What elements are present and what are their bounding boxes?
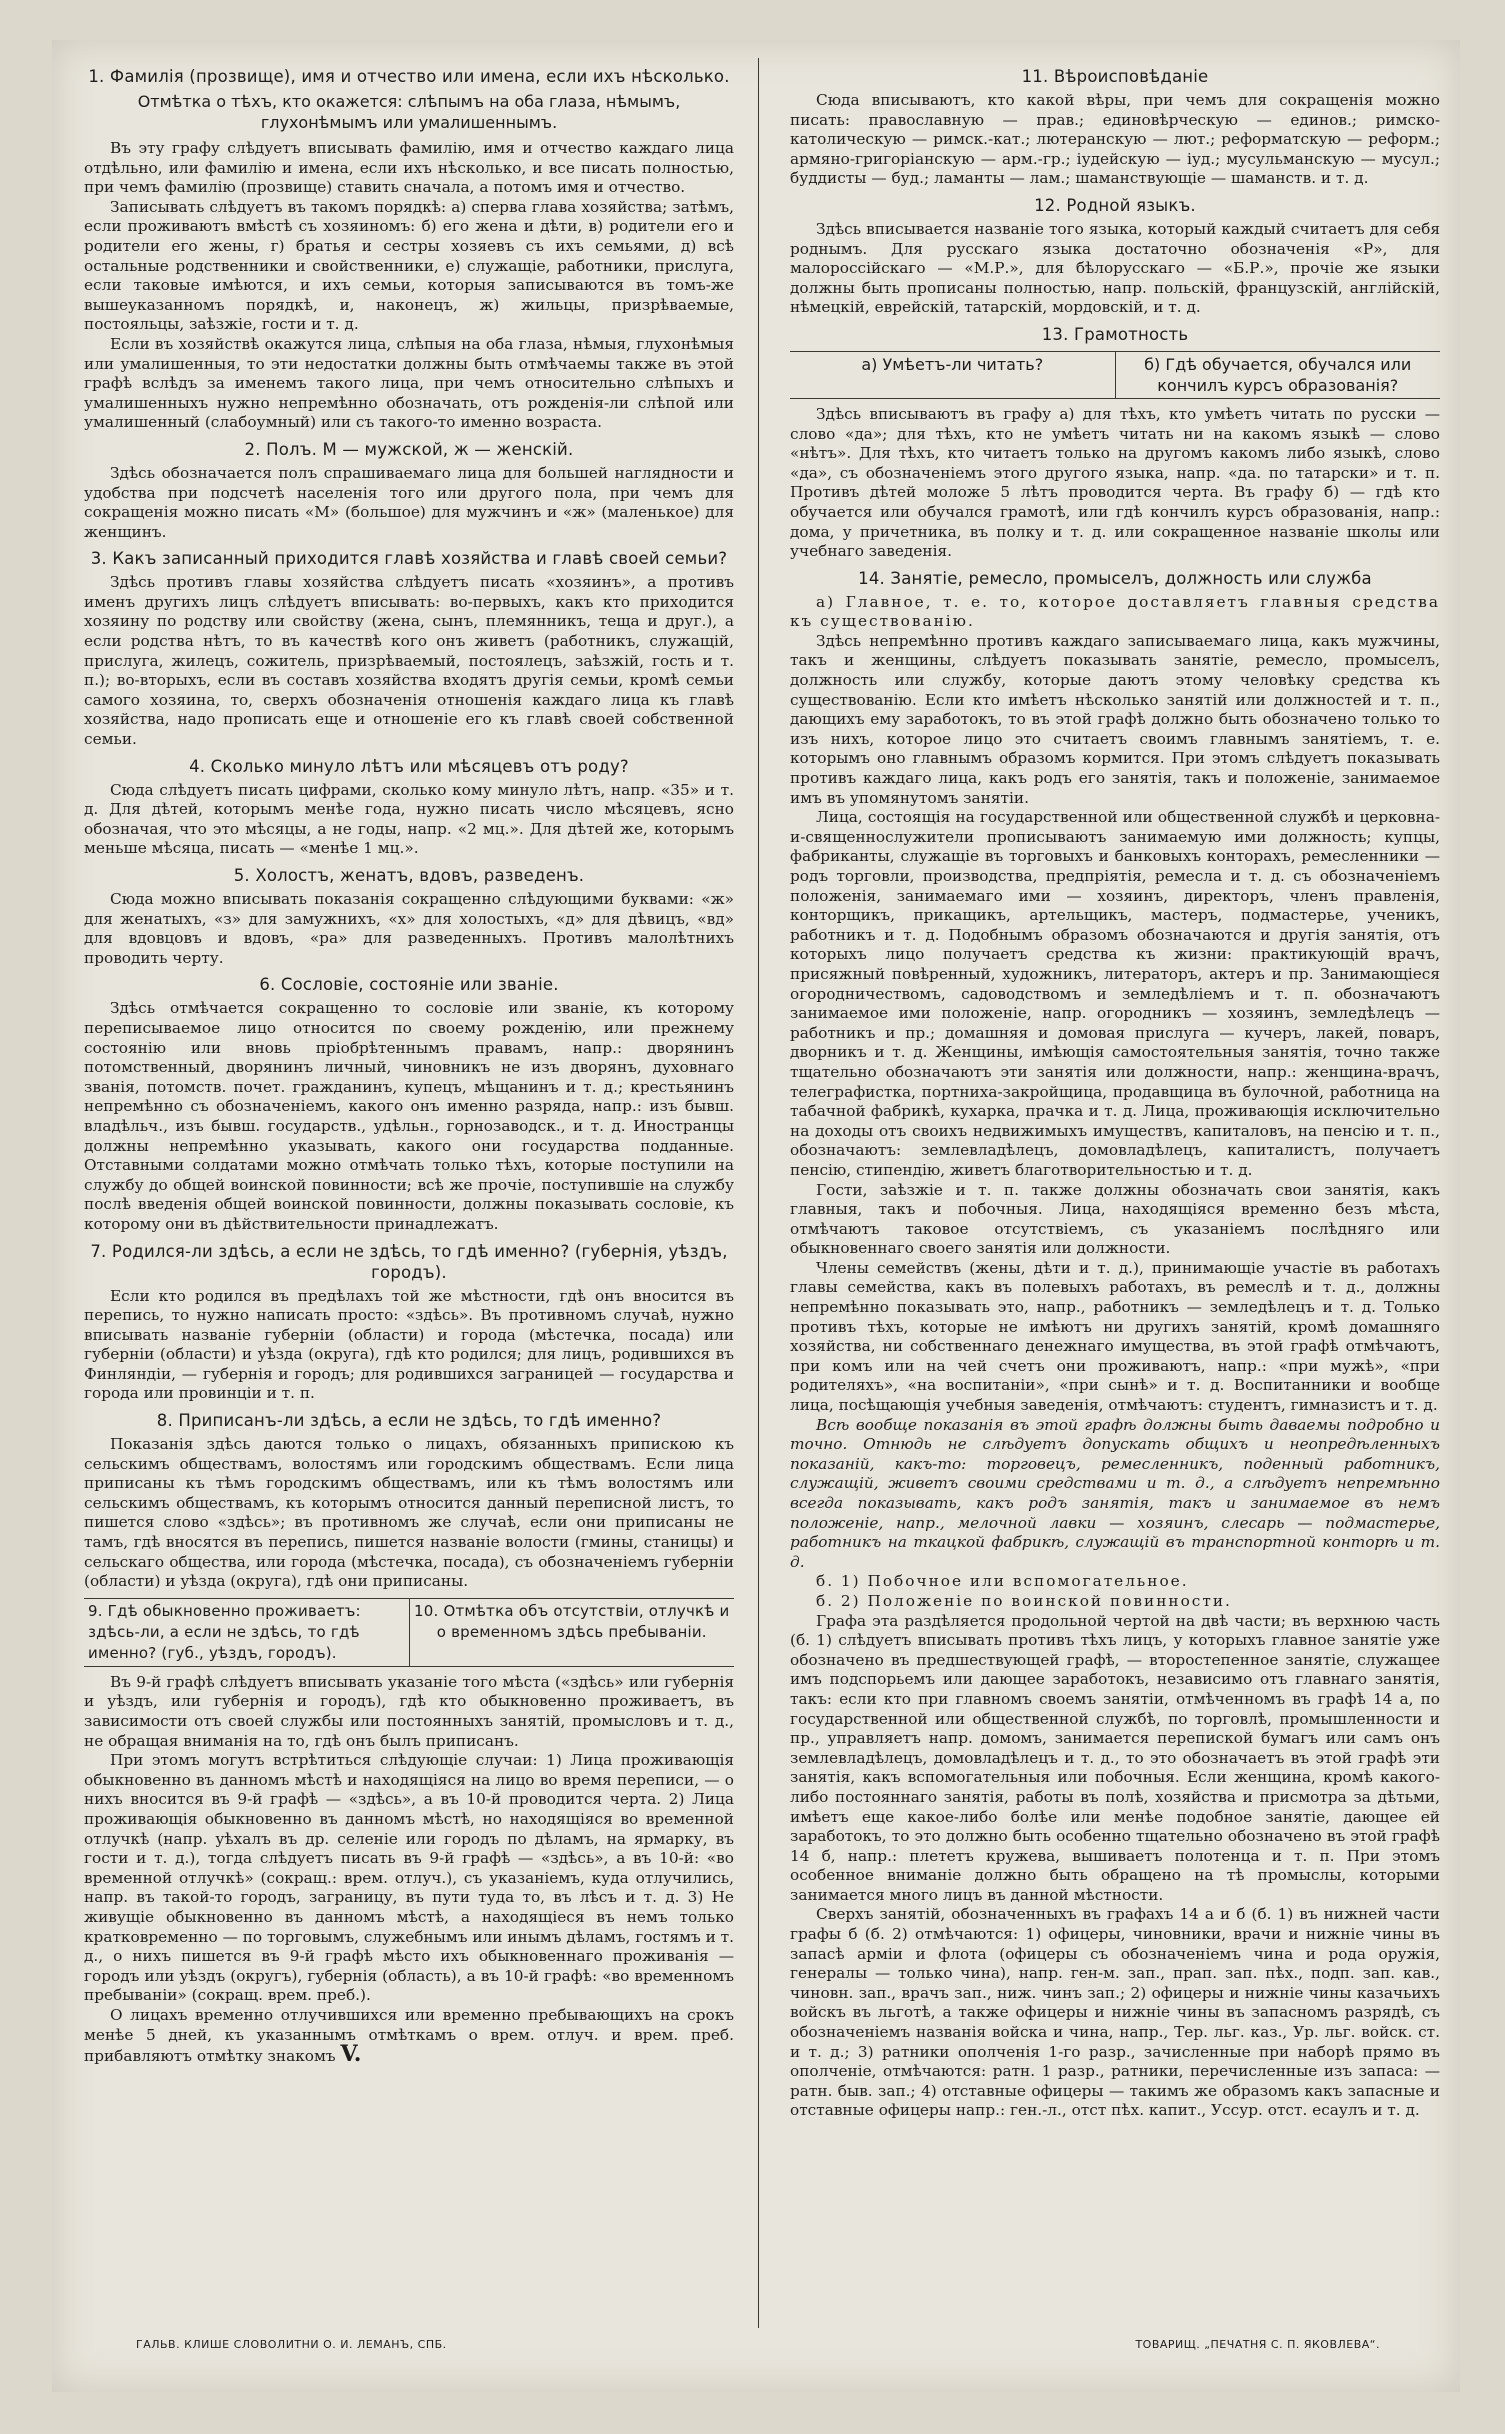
section-14-paragraph: Гости, заѣзжіе и т. п. также должны обозначать свои занятія, какъ главныя, такъ и побочныя. Лица, находящіяся временно безъ мѣста, отмѣчаютъ таковое отсутствіемъ, съ указаніемъ послѣдняго или обыкновеннаго своего занятія или должности. — [790, 1180, 1440, 1258]
v-mark: V. — [340, 2041, 362, 2068]
column-divider — [758, 58, 759, 2328]
section-9-paragraph: Въ 9-й графѣ слѣдуетъ вписывать указаніе того мѣста («здѣсь» или губернія и уѣздъ, или губернія и городъ), гдѣ кто обыкновенно проживаетъ, въ зависимости отъ своей службы или постоянныхъ занятій, промысловъ и т. д., не обращая вниманія на то, гдѣ онъ былъ приписанъ. — [84, 1672, 734, 1750]
section-3-title: 3. Какъ записанный приходится главѣ хозяйства и главѣ своей семьи? — [90, 549, 728, 569]
section-8-paragraph: Показанія здѣсь даются только о лицахъ, обязанныхъ припискою къ сельскимъ обществамъ, волостямъ или городскимъ обществамъ. Если лица приписаны къ тѣмъ городскимъ обществамъ, или къ тѣмъ волостямъ или сельскимъ обществамъ, къ которымъ относится данный переписной листъ, то пишется слово «здѣсь»; въ противномъ же случаѣ, если они приписаны не тамъ, гдѣ вносятся въ перепись, пишется названіе волости (гмины, станицы) и сельскаго общества, или города (мѣстечка, посада), съ обозначеніемъ губерніи (области) и уѣзда (округа), гдѣ они приписаны. — [84, 1435, 734, 1591]
section-9-paragraph: При этомъ могутъ встрѣтиться слѣдующіе случаи: 1) Лица проживающія обыкновенно въ данномъ мѣстѣ и находящіяся на лицо во время переписи, — о нихъ вносится въ 9-й графѣ — «здѣсь», а въ 10-й проводится черта. 2) Лица проживающія обыкновенно въ данномъ мѣстѣ, но находящіяся во временной отлучкѣ (напр. уѣхалъ въ др. селеніе или городъ по дѣламъ, на ярмарку, въ гости и т. д.), тогда слѣдуетъ писать въ 9-й графѣ — «здѣсь», а въ 10-й: «во временной отлучкѣ» (сокращ.: врем. отлуч.), съ указаніемъ, куда отлучились, напр. въ такой-то городъ, заграницу, въ пути туда то, въ лѣсъ и т. д. 3) Не живущіе обыкновенно въ данномъ мѣстѣ, а находящіеся въ немъ только кратковременно — по торговымъ, служебнымъ или инымъ дѣламъ, гостямъ и т. д., о нихъ пишется въ 9-й графѣ мѣсто ихъ обыкновеннаго проживанія — городъ или уѣздъ (округъ), губернія (область), а въ 10-й графѣ: «во временномъ пребываніи» (сокращ. врем. преб.). — [84, 1751, 734, 2005]
left-column — [84, 60, 734, 2067]
section-1-paragraph: Записывать слѣдуетъ въ такомъ порядкѣ: а) сперва глава хозяйства; затѣмъ, если проживаютъ вмѣстѣ съ хозяиномъ: б) его жена и дѣти, в) родители его и родители его жены, г) братья и сестры хозяевъ съ ихъ семьями, д) всѣ остальные родственники и свойственники, е) служащіе, работники, прислуга, если таковые имѣются, и ихъ семьи, которыя записываются въ томъ-же вышеуказанномъ порядкѣ, и, наконецъ, ж) жильцы, призрѣваемые, постояльцы, заѣзжіе, гости и т. д. — [84, 197, 734, 334]
section-13-header — [790, 351, 1440, 399]
section-14-paragraph: Графа эта раздѣляется продольной чертой на двѣ части; въ верхнюю часть (б. 1) слѣдуетъ вписывать противъ тѣхъ лицъ, у которыхъ главное занятіе уже обозначено въ предшествующей графѣ, — второстепенное занятіе, служащее имъ подспорьемъ или дающее заработокъ, независимо отъ главнаго занятія, такъ: если кто при главномъ своемъ занятіи, отмѣченномъ въ графѣ 14 а, по государственной или общественной службѣ, по торговлѣ, промышленности и пр., управляетъ напр. домомъ, занимается перепиской бумагъ или самъ онъ землевладѣлецъ, домовладѣлецъ и т. д., то это обозначаетъ въ этой графѣ эти занятія, какъ вспомогательныя или побочныя. Если женщина, кромѣ какого-либо постояннаго занятія, работы въ полѣ, хозяйства и присмотра за дѣтьми, имѣетъ еще какое-либо болѣе или менѣе подобное занятіе, дающее ей заработокъ, то это должно быть особенно тщательно обозначено въ этой графѣ 14 б, напр.: плететъ кружева, вышиваетъ полотенца и т. п. При этомъ особенное вниманіе должно быть обращено на тѣ промыслы, которыми занимается много лицъ въ данной мѣстности. — [790, 1611, 1440, 1904]
section-9-paragraph — [84, 2006, 734, 2067]
section-13-left-heading: а) Умѣетъ-ли читать? — [790, 352, 1116, 398]
section-5-title: 5. Холостъ, женатъ, вдовъ, разведенъ. — [233, 866, 585, 885]
section-1-paragraph: Въ эту графу слѣдуетъ вписывать фамилію, имя и отчество каждаго лица отдѣльно, или фамилію и имена, если ихъ нѣсколько, и все писать полностью, при чемъ фамилію (прозвище) ставить сначала, а потомъ имя и отчество. — [84, 139, 734, 197]
section-4-title: 4. Сколько минуло лѣтъ или мѣсяцевъ отъ роду? — [189, 756, 629, 776]
section-6-title: 6. Сословіе, состояніе или званіе. — [259, 975, 559, 995]
section-9-title: 9. Гдѣ обыкновенно проживаетъ: здѣсь-ли, а если не здѣсь, то гдѣ именно? (губ., уѣздъ, городъ). — [84, 1599, 410, 1666]
section-3-paragraph: Здѣсь противъ главы хозяйства слѣдуетъ писать «хозяинъ», а противъ именъ другихъ лицъ слѣдуетъ вписывать: во-первыхъ, какъ кто приходится хозяину по родству или свойству (жена, сынъ, племянникъ, теща и друг.), а если родства нѣтъ, то въ качествѣ кого онъ живетъ (работникъ, служащій, прислуга, жилецъ, сожитель, призрѣваемый, постоялецъ, заѣзжій, гость и т. п.); во-вторыхъ, если въ составъ хозяйства входятъ другія семьи, кромѣ семьи самого хозяина, то, сверхъ обозначенія отношенія каждаго лица къ главѣ хозяйства, надо прописать еще и отношеніе его къ главѣ своей собственной семьи. — [84, 573, 734, 749]
section-14-subheading: б. 1) Побочное или вспомогательное. — [816, 1572, 1189, 1591]
section-4-paragraph: Сюда слѣдуетъ писать цифрами, сколько кому минуло лѣтъ, напр. «35» и т. д. Для дѣтей, которымъ менѣе года, нужно писать число мѣсяцевъ, ясно обозначая, что это мѣсяцы, а не годы, напр. «2 мц.». Для дѣтей же, которымъ меньше мѣсяца, писать — «менѣе 1 мц.». — [84, 780, 734, 858]
section-12-paragraph: Здѣсь вписывается названіе того языка, который каждый считаетъ для себя роднымъ. Для русскаго языка достаточно обозначенія «Р», для малороссійскаго — «М.Р.», для бѣлорусскаго — «Б.Р.», прочіе же языки должны быть прописаны полностью, напр. польскій, французскій, англійскій, нѣмецкій, еврейскій, татарскій, мордовскій, и т. д. — [790, 219, 1440, 317]
section-14-paragraph: Всѣ вообще показанія въ этой графѣ должны быть даваемы подробно и точно. Отнюдь не слѣдуетъ допускать общихъ и неопредѣленныхъ показаній, какъ-то: торговецъ, ремесленникъ, поденный работникъ, служащій, живетъ своими средствами и т. д., а слѣдуетъ непремѣнно всегда показывать, какъ родъ занятія, такъ и занимаемое въ немъ положеніе, напр., мелочной лавки — хозяинъ, слесарь — подмастерье, работникъ на ткацкой фабрикѣ, служащій въ транспортной конторѣ и т. д. — [790, 1415, 1440, 1571]
section-9-note: О лицахъ временно отлучившихся или временно пребывающихъ на срокъ менѣе 5 дней, къ указаннымъ отмѣткамъ о врем. отлуч. и врем. преб. прибавляютъ отмѣтку знакомъ — [84, 2005, 734, 2066]
section-14-paragraph: Сверхъ занятій, обозначенныхъ въ графахъ 14 а и б (б. 1) въ нижней части графы б (б. 2) отмѣчаются: 1) офицеры, чиновники, врачи и нижніе чины въ запасѣ арміи и флота (офицеры съ обозначеніемъ чина и рода оружія, генералы — только чина), напр. ген-м. зап., прап. зап. пѣх., подп. зап. кав., чиновн. зап., врачъ зап., ниж. чинъ зап.; 2) офицеры и нижніе чины казачьихъ войскъ въ льготѣ, а также офицеры и нижніе чины въ запасномъ разрядѣ, съ обозначеніемъ названія войска и чина, напр., Тер. льг. каз., Ур. льг. войск. ст. и т. д.; 3) ратники ополченія 1-го разр., зачисленные при наборѣ прямо въ ополченіе, отмѣчаются: ратн. 1 разр., ратники, перечисленные изъ запаса: — ратн. быв. зап.; 4) отставные офицеры — такимъ же образомъ какъ запасные и отставные офицеры напр.: ген.-л., отст пѣх. капит., Уссур. отст. есаулъ и т. д. — [790, 1905, 1440, 2120]
footer-left: ГАЛЬВ. КЛИШЕ СЛОВОЛИТНИ О. И. ЛЕМАНЪ, СПБ. — [136, 2338, 447, 2351]
section-12-title: 12. Родной языкъ. — [1034, 195, 1196, 215]
section-10-title: 10. Отмѣтка объ отсутствіи, отлучкѣ и о временномъ здѣсь пребываніи. — [414, 1601, 730, 1641]
section-13-right-heading: б) Гдѣ обучается, обучался или кончилъ курсъ образованія? — [1144, 354, 1412, 395]
section-1-subtitle: Отмѣтка о тѣхъ, кто окажется: слѣпымъ на оба глаза, нѣмымъ, глухонѣмымъ или умалишеннымъ. — [137, 92, 681, 132]
section-7-paragraph: Если кто родился въ предѣлахъ той же мѣстности, гдѣ онъ вносится въ перепись, то нужно написать просто: «здѣсь». Въ противномъ случаѣ, нужно вписывать названіе губерніи (области) и города (мѣстечка, посада) или губерніи (области) и уѣзда (округа), гдѣ кто родился; для лицъ, родившихся въ Финляндіи, — губернія и городъ; для родившихся заграницей — государства и города или провинціи и т. п. — [84, 1286, 734, 1403]
section-14-paragraph: Лица, состоящія на государственной или общественной службѣ и церковна-и-священнослужители прописываютъ занимаемую ими должность; купцы, фабриканты, служащіе въ торговыхъ и банковыхъ конторахъ, ремесленники — родъ торговли, производства, предпріятія, ремесла и т. д. съ обозначеніемъ положенія, занимаемаго ими — хозяинъ, директоръ, членъ правленія, конторщикъ, прикащикъ, артельщикъ, мастеръ, подмастерье, ученикъ, работникъ и т. д. Подобнымъ образомъ обозначаются и другія занятія, отъ которыхъ лицо получаетъ средства къ жизни: практикующій врачъ, присяжный повѣренный, художникъ, литераторъ, актеръ и пр. Занимающіеся огородничествомъ, садоводствомъ и земледѣліемъ и т. п. обозначаютъ занимаемое ими положеніе, напр. огородникъ — хозяинъ, земледѣлецъ — работникъ и пр.; домашняя и домовая прислуга — кучеръ, лакей, поваръ, дворникъ и т. д. Женщины, имѣющія самостоятельныя занятія, точно также тщательно обозначаютъ эти занятія или должности, напр.: женщина-врачъ, телеграфистка, портниха-закройщица, продавщица въ булочной, работница на табачной фабрикѣ, кухарка, прачка и т. д. Лица, проживающія исключительно на доходы отъ своихъ недвижимыхъ имуществъ, капиталовъ, на пенсію и т. п., обозначаютъ: землевладѣлецъ, домовладѣлецъ, капиталистъ, получаетъ пенсію, стипендію, живетъ благотворительностью и т. д. — [790, 808, 1440, 1179]
section-14-paragraph: Здѣсь непремѣнно противъ каждаго записываемаго лица, какъ мужчины, такъ и женщины, слѣдуетъ показывать занятіе, ремесло, промыселъ, должность или службу, которые даютъ этому человѣку средства къ существованію. Если кто имѣетъ нѣсколько занятій или должностей и т. п., дающихъ ему заработокъ, то въ этой графѣ должно быть обозначено только то изъ нихъ, которое лицо это считаетъ своимъ главнымъ занятіемъ, т. е. которымъ оно главнымъ образомъ кормится. При этомъ слѣдуетъ показывать противъ каждаго лица, какъ родъ его занятія, такъ и положеніе, занимаемое имъ въ упомянутомъ занятіи. — [790, 631, 1440, 807]
document-sheet — [52, 40, 1460, 2392]
footer-right: ТОВАРИЩ. „ПЕЧАТНЯ С. П. ЯКОВЛЕВА“. — [1135, 2338, 1380, 2351]
section-14-title: 14. Занятіе, ремесло, промыселъ, должность или служба — [858, 568, 1372, 588]
section-14-subheading: а) Главное, т. е. то, которое доставляетъ главныя средства къ существованію. — [790, 592, 1440, 631]
section-7-title: 7. Родился-ли здѣсь, а если не здѣсь, то гдѣ именно? (губернія, уѣздъ, городъ). — [90, 1241, 728, 1282]
section-14-subheading: б. 2) Положеніе по воинской повинности. — [816, 1591, 1232, 1610]
section-8-title: 8. Приписанъ-ли здѣсь, а если не здѣсь, то гдѣ именно? — [156, 1411, 662, 1431]
section-13-paragraph: Здѣсь вписываютъ въ графу а) для тѣхъ, кто умѣетъ читать по русски — слово «да»; для тѣхъ, кто не умѣетъ читать ни на какомъ языкѣ — слово «нѣтъ». Для тѣхъ, кто читаетъ только на другомъ какомъ либо языкѣ, слово «да», съ обозначеніемъ этого другого языка, напр. «да. по татарски» и т. п. Противъ дѣтей моложе 5 лѣтъ проводится черта. Въ графу б) — гдѣ кто обучается или обучался грамотѣ, или гдѣ кончилъ курсъ образованія, напр.: дома, у причетника, въ полку и т. д. или сокращенное названіе школы или учебнаго заведенія. — [790, 404, 1440, 561]
section-2-title: 2. Полъ. М — мужской, ж — женскій. — [244, 439, 574, 459]
section-9-10-header — [84, 1598, 734, 1667]
section-14-paragraph: Члены семействъ (жены, дѣти и т. д.), принимающіе участіе въ работахъ главы семейства, какъ въ полевыхъ работахъ, въ ремеслѣ и т. д., должны непремѣнно показывать это, напр., работникъ — земледѣлецъ и т. д. Только противъ тѣхъ, которые не имѣютъ ни другихъ занятій, кромѣ домашняго хозяйства, ни собственнаго денежнаго имущества, въ этой графѣ отмѣчаютъ, при комъ или на чей счетъ они проживаютъ, напр.: «при мужѣ», «при родителяхъ», «на воспитаніи», «при сынѣ» и т. д. Воспитанники и вообще лица, посѣщающія учебныя заведенія, отмѣчаютъ: студентъ, гимназистъ и т. д. — [790, 1258, 1440, 1415]
section-6-paragraph: Здѣсь отмѣчается сокращенно то сословіе или званіе, къ которому переписываемое лицо относится по своему рожденію, или прежнему состоянію или вновь пріобрѣтеннымъ правамъ, напр.: дворянинъ потомственный, дворянинъ личный, чиновникъ не изъ дворянъ, духовнаго званія, потомств. почет. гражданинъ, купецъ, мѣщанинъ и т. д.; крестьянинъ непремѣнно съ обозначеніемъ, какого онъ именно разряда, напр.: изъ бывш. владѣльч., изъ бывш. государств., удѣльн., горнозаводск., и т. д. Иностранцы должны непремѣнно указывать, какого они государства подданные. Отставными солдатами можно отмѣчать только тѣхъ, которые поступили на службу до общей воинской повинности; всѣ же прочіе, поступившіе на службу послѣ введенія общей воинской повинности, должны показывать сословіе, къ которому они въ дѣйствительности принадлежатъ. — [84, 999, 734, 1233]
section-1-title: 1. Фамилія (прозвище), имя и отчество или имена, если ихъ нѣсколько. — [88, 67, 730, 86]
section-11-title: 11. Вѣроисповѣданіе — [1021, 67, 1209, 86]
section-2-paragraph: Здѣсь обозначается полъ спрашиваемаго лица для большей наглядности и удобства при подсчетѣ населенія того или другого пола, при чемъ для сокращенія можно писать «М» (большое) для мужчинъ и «ж» (маленькое) для женщинъ. — [84, 463, 734, 541]
section-5-paragraph: Сюда можно вписывать показанія сокращенно слѣдующими буквами: «ж» для женатыхъ, «з» для замужнихъ, «х» для холостыхъ, «д» для дѣвицъ, «вд» для вдовцовъ и вдовъ, «ра» для разведенныхъ. Противъ малолѣтнихъ проводить черту. — [84, 890, 734, 967]
right-column — [790, 60, 1440, 2121]
section-13-title: 13. Грамотность — [1041, 324, 1189, 344]
section-1-paragraph: Если въ хозяйствѣ окажутся лица, слѣпыя на оба глаза, нѣмыя, глухонѣмыя или умалишенныя, то эти недостатки должны быть отмѣчаемы также въ этой графѣ вслѣдъ за именемъ такого лица, при чемъ относительно слѣпыхъ и умалишенныхъ нужно непремѣнно обозначать, отъ рожденія-ли слѣпой или умалишенный (слабоумный) или съ такого-то именно возраста. — [84, 334, 734, 432]
section-11-paragraph: Сюда вписываютъ, кто какой вѣры, при чемъ для сокращенія можно писать: православную — прав.; единовѣрческую — единов.; римско-католическую — римск.-кат.; лютеранскую — лют.; реформатскую — реформ.; армяно-григоріанскую — арм.-гр.; іудейскую — іуд.; мусульманскую — мусул.; буддисты — буд.; ламанты — лам.; шаманствующіе — шаманств. и т. д. — [790, 91, 1440, 188]
